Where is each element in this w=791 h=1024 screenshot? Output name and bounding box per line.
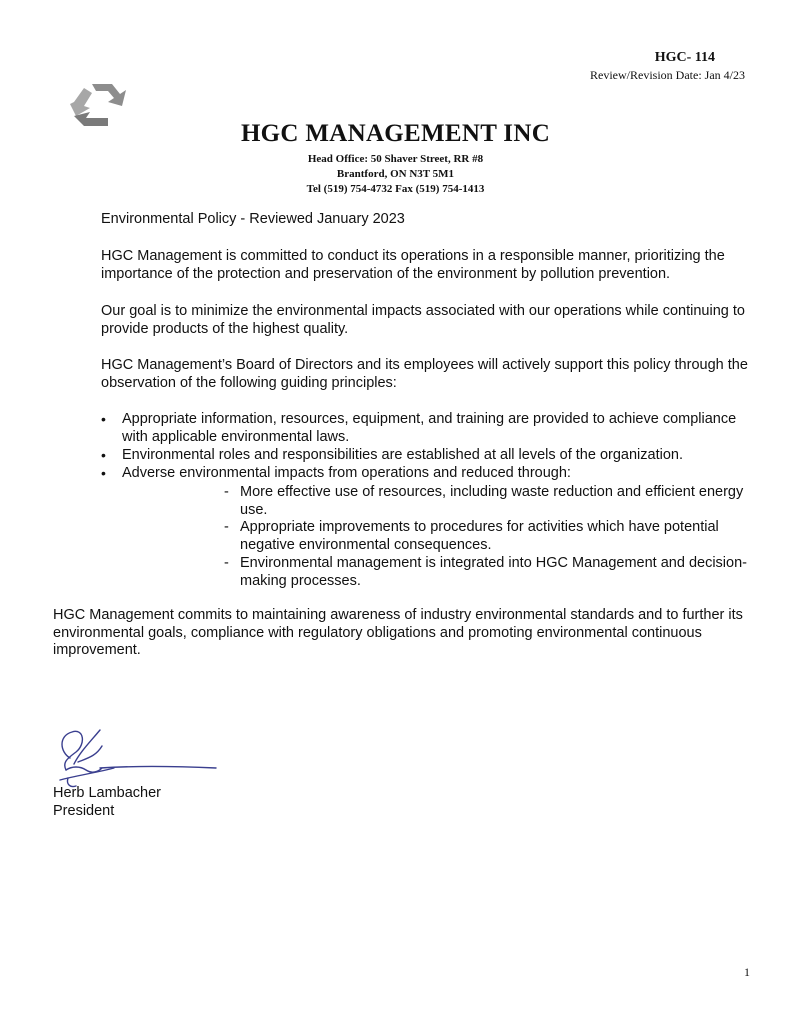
head-office-address: Head Office: 50 Shaver Street, RR #8: [307, 153, 484, 165]
signature: [40, 722, 220, 792]
policy-heading: Environmental Policy - Reviewed January 2023: [101, 211, 405, 227]
revision-date: Review/Revision Date: Jan 4/23: [590, 68, 745, 82]
principle-bullet: Adverse environmental impacts from operations and reduced through:: [122, 465, 571, 481]
dash-icon: -: [224, 519, 229, 535]
bullet-icon: •: [101, 411, 106, 427]
company-name: HGC MANAGEMENT INC: [240, 120, 551, 147]
sub-item: Appropriate improvements to procedures for activities which have potential negative environmental consequences.: [240, 519, 719, 553]
phone-fax: Tel (519) 754-4732 Fax (519) 754-1413: [306, 183, 485, 195]
dash-icon: -: [224, 484, 229, 500]
closing-paragraph: HGC Management commits to maintaining awareness of industry environmental standards and to further its environmental goals, compliance with regulatory obligations and promoting environmental continuous improvement.: [53, 607, 743, 658]
bullet-icon: •: [101, 465, 106, 481]
principle-bullet: Appropriate information, resources, equipment, and training are provided to achieve compliance with applicable environmental laws.: [122, 411, 737, 445]
policy-paragraph: HGC Management’s Board of Directors and its employees will actively support this policy through the observation of the following guiding principles:: [101, 357, 748, 391]
page-number: 1: [744, 965, 750, 979]
signatory-title: President: [53, 803, 115, 819]
sub-item: More effective use of resources, including waste reduction and efficient energy use.: [240, 484, 744, 518]
dash-icon: -: [224, 555, 229, 571]
principle-bullet: Environmental roles and responsibilities are established at all levels of the organization.: [122, 447, 683, 463]
document-number: HGC- 114: [654, 50, 715, 65]
bullet-icon: •: [101, 447, 106, 463]
signatory-name: Herb Lambacher: [53, 785, 161, 801]
city-postal-code: Brantford, ON N3T 5M1: [336, 168, 455, 180]
policy-paragraph: Our goal is to minimize the environmental impacts associated with our operations while continuing to provide products of the highest quality.: [101, 303, 745, 337]
sub-item: Environmental management is integrated into HGC Management and decision-making processes.: [240, 555, 747, 589]
policy-paragraph: HGC Management is committed to conduct its operations in a responsible manner, prioritizing the importance of the protection and preservation of the environment by pollution prevention.: [101, 248, 725, 282]
